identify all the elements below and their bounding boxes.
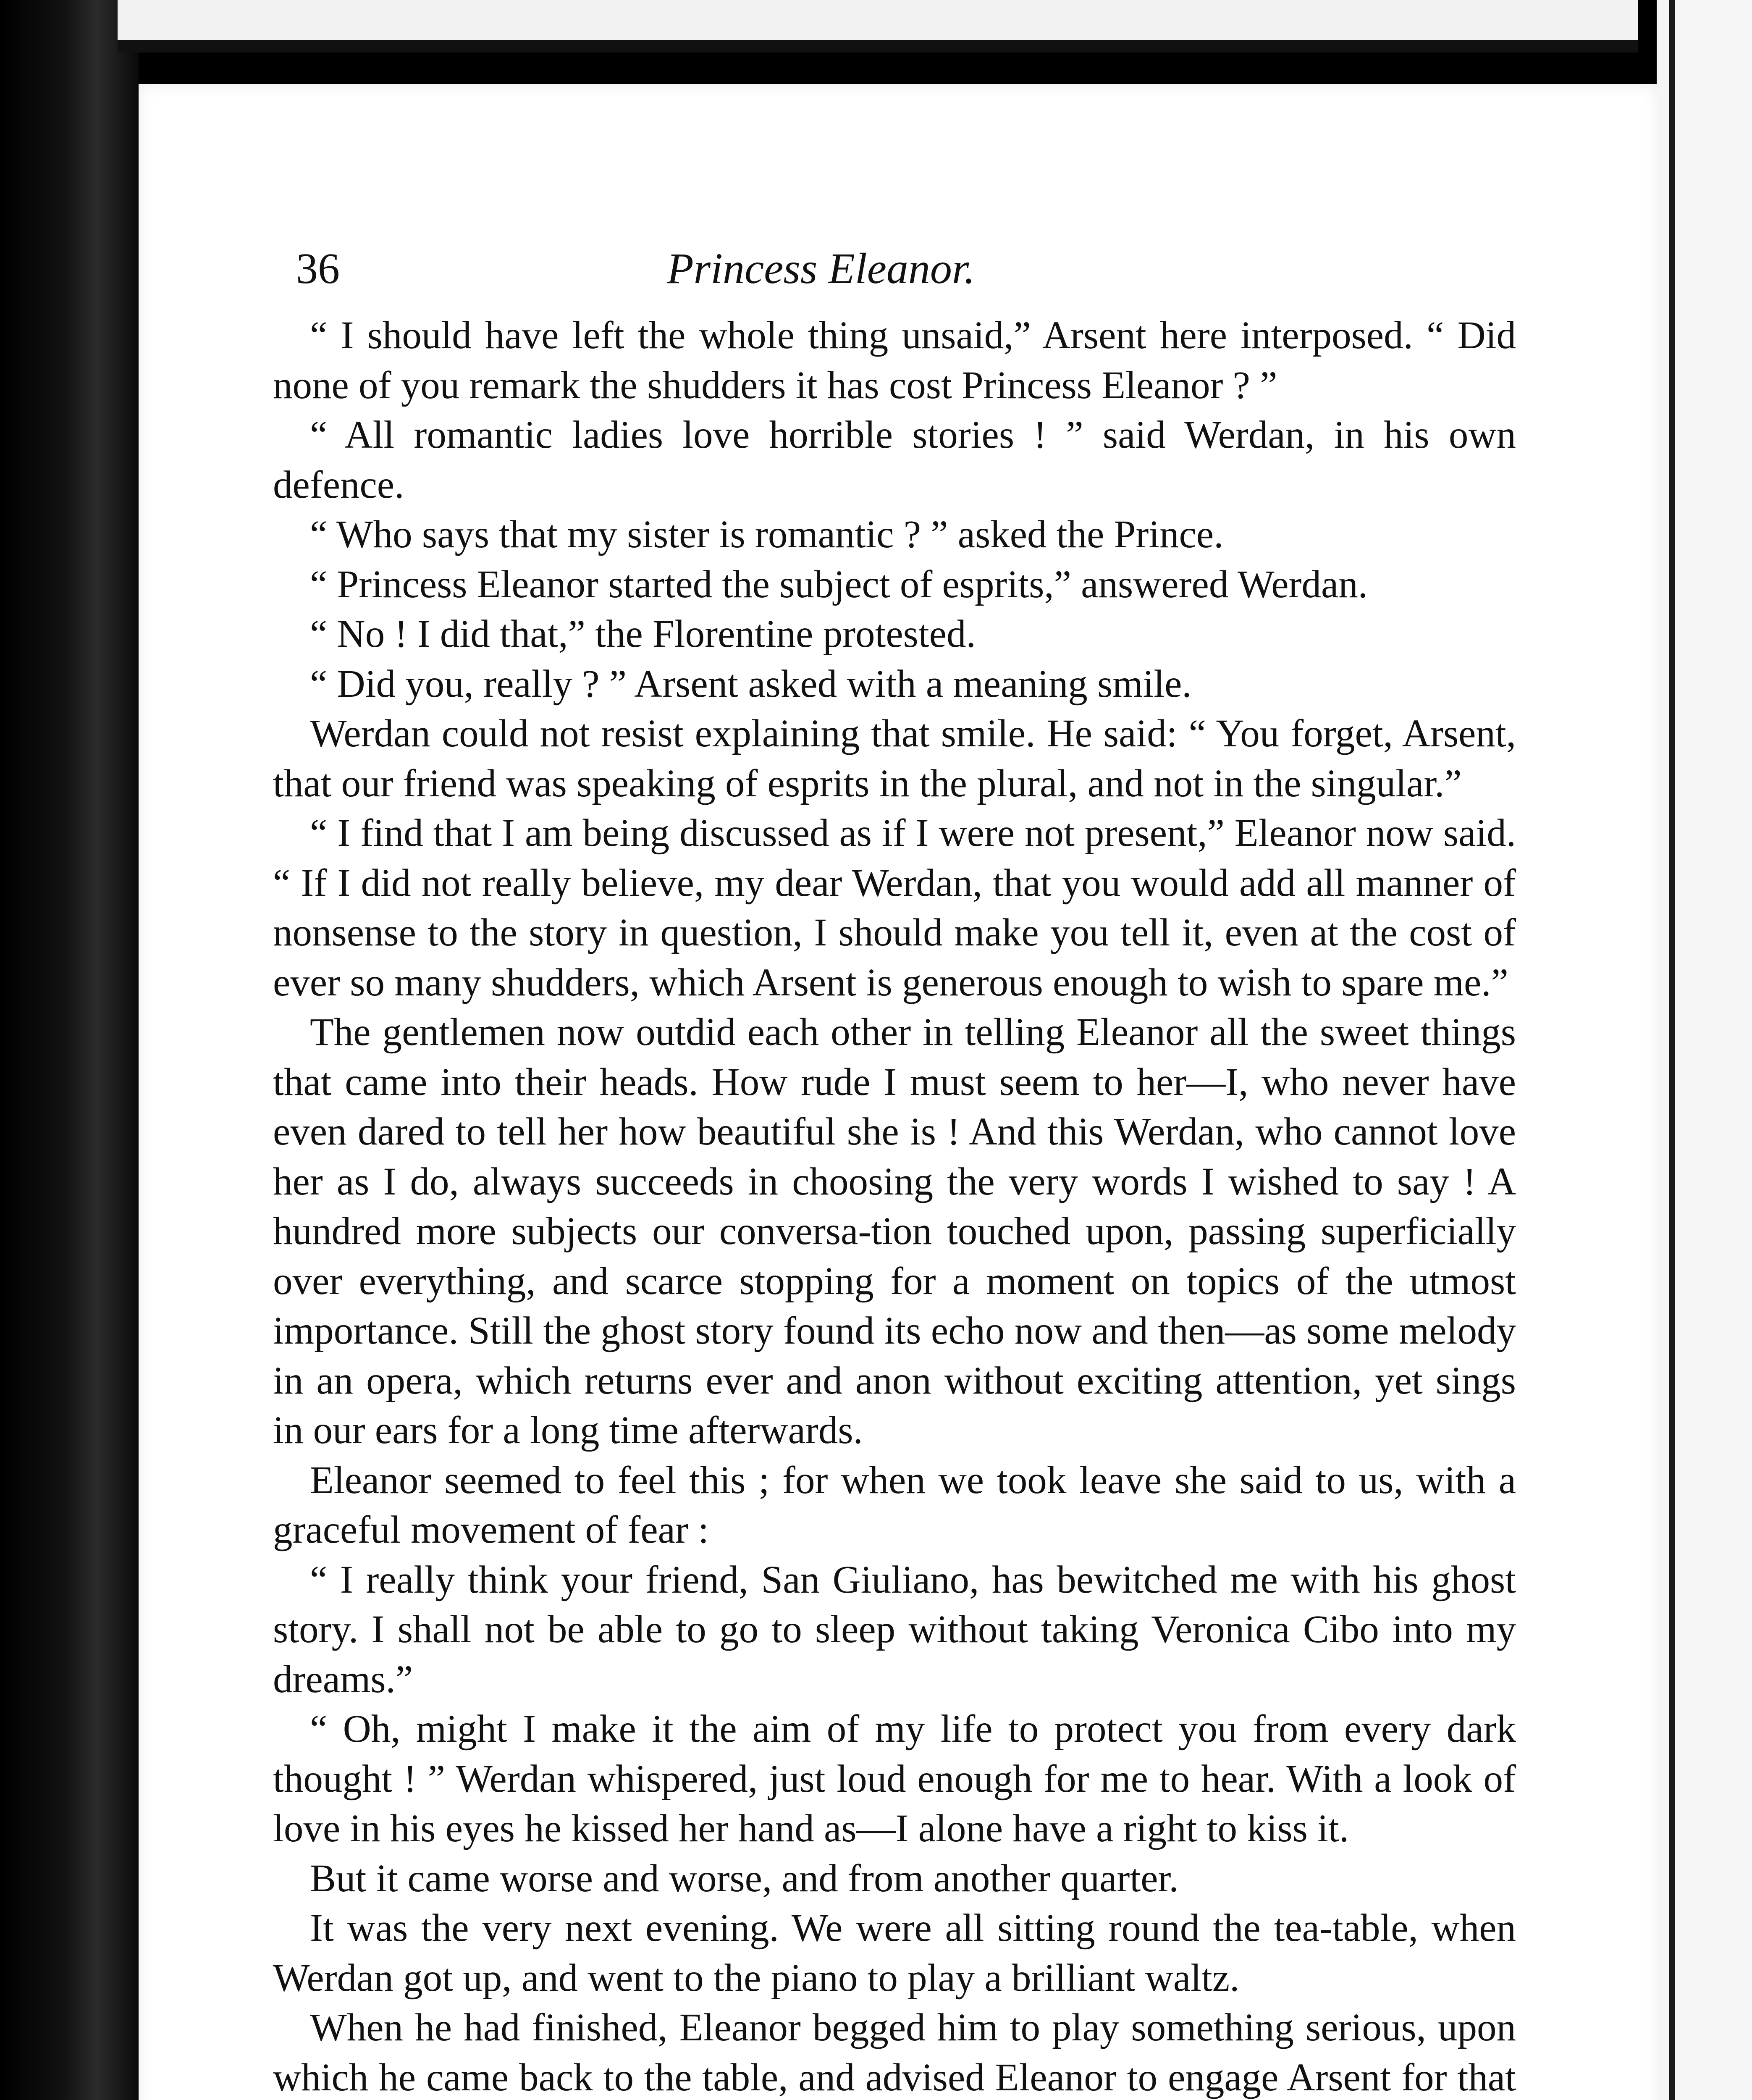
- paragraph: “ Did you, really ? ” Arsent asked with a meaning smile.: [310, 662, 1192, 706]
- paragraph: “ All romantic ladies love horrible stories ! ” said Werdan, in his own defence.: [273, 413, 1516, 507]
- paragraph: “ Oh, might I make it the aim of my life to protect you from every dark thought ! ” Werdan whispered, just loud enough for me to hear. With a look of love in his eyes he kissed her hand as—I alone have a right to kiss it.: [273, 1707, 1516, 1850]
- paragraph: “ I really think your friend, San Giuliano, has bewitched me with his ghost story. I shall not be able to go to sleep without taking Veronica Cibo into my dreams.”: [273, 1558, 1516, 1701]
- running-title: Princess Eleanor.: [667, 244, 975, 293]
- book-spine-edge: [0, 0, 139, 2100]
- paragraph: But it came worse and worse, and from another quarter.: [310, 1856, 1179, 1900]
- paragraph: “ I find that I am being discussed as if I were not present,” Eleanor now said. “ If I did not really believe, my dear Werdan, that you would add all manner of nonsense to the story in question, I should make you tell it, even at the cost of ever so many shudders, which Arsent is generous enough to wish to spare me.”: [273, 811, 1516, 1004]
- paragraph: “ I should have left the whole thing unsaid,” Arsent here interposed. “ Did none of you remark the shudders it has cost Princess Eleanor ? ”: [273, 314, 1516, 407]
- right-edge-line: [1669, 0, 1675, 2100]
- paragraph: When he had finished, Eleanor begged him to play something serious, upon which he came back to the table, and advised Eleanor to engage Arsent for that: [273, 2006, 1516, 2099]
- paragraph: “ Princess Eleanor started the subject of esprits,” answered Werdan.: [310, 562, 1368, 606]
- paragraph: It was the very next evening. We were all sitting round the tea-table, when Werdan got up, and went to the piano to play a brilliant waltz.: [273, 1906, 1516, 2000]
- book-page: [139, 84, 1659, 2100]
- paragraph: Eleanor seemed to feel this ; for when we took leave she said to us, with a graceful movement of fear :: [273, 1458, 1516, 1551]
- page-header: [296, 244, 1228, 311]
- body-text: [273, 311, 1516, 2100]
- right-page-edge: [1650, 0, 1752, 2100]
- paragraph: Werdan could not resist explaining that smile. He said: “ You forget, Arsent, that our friend was speaking of esprits in the plural, and not in the singular.”: [273, 712, 1516, 805]
- paragraph: “ Who says that my sister is romantic ? ” asked the Prince.: [310, 513, 1224, 556]
- paragraph: The gentlemen now outdid each other in telling Eleanor all the sweet things that came into their heads. How rude I must seem to her—I, who never have even dared to tell her how beautiful she is ! And this Werdan, who cannot love her as I do, always succeeds in choosing the very words I wished to say ! A hundred more subjects our conversa-tion touched upon, passing superficially over everything, and scarce stopping for a moment on topics of the utmost importance. Still the ghost story found its echo now and then—as some melody in an opera, which returns ever and anon without exciting attention, yet sings in our ears for a long time afterwards.: [273, 1011, 1516, 1452]
- top-edge-shadow: [118, 40, 1638, 52]
- paragraph: “ No ! I did that,” the Florentine protested.: [310, 612, 976, 656]
- top-page-edge: [118, 0, 1638, 46]
- page-number: 36: [296, 244, 340, 293]
